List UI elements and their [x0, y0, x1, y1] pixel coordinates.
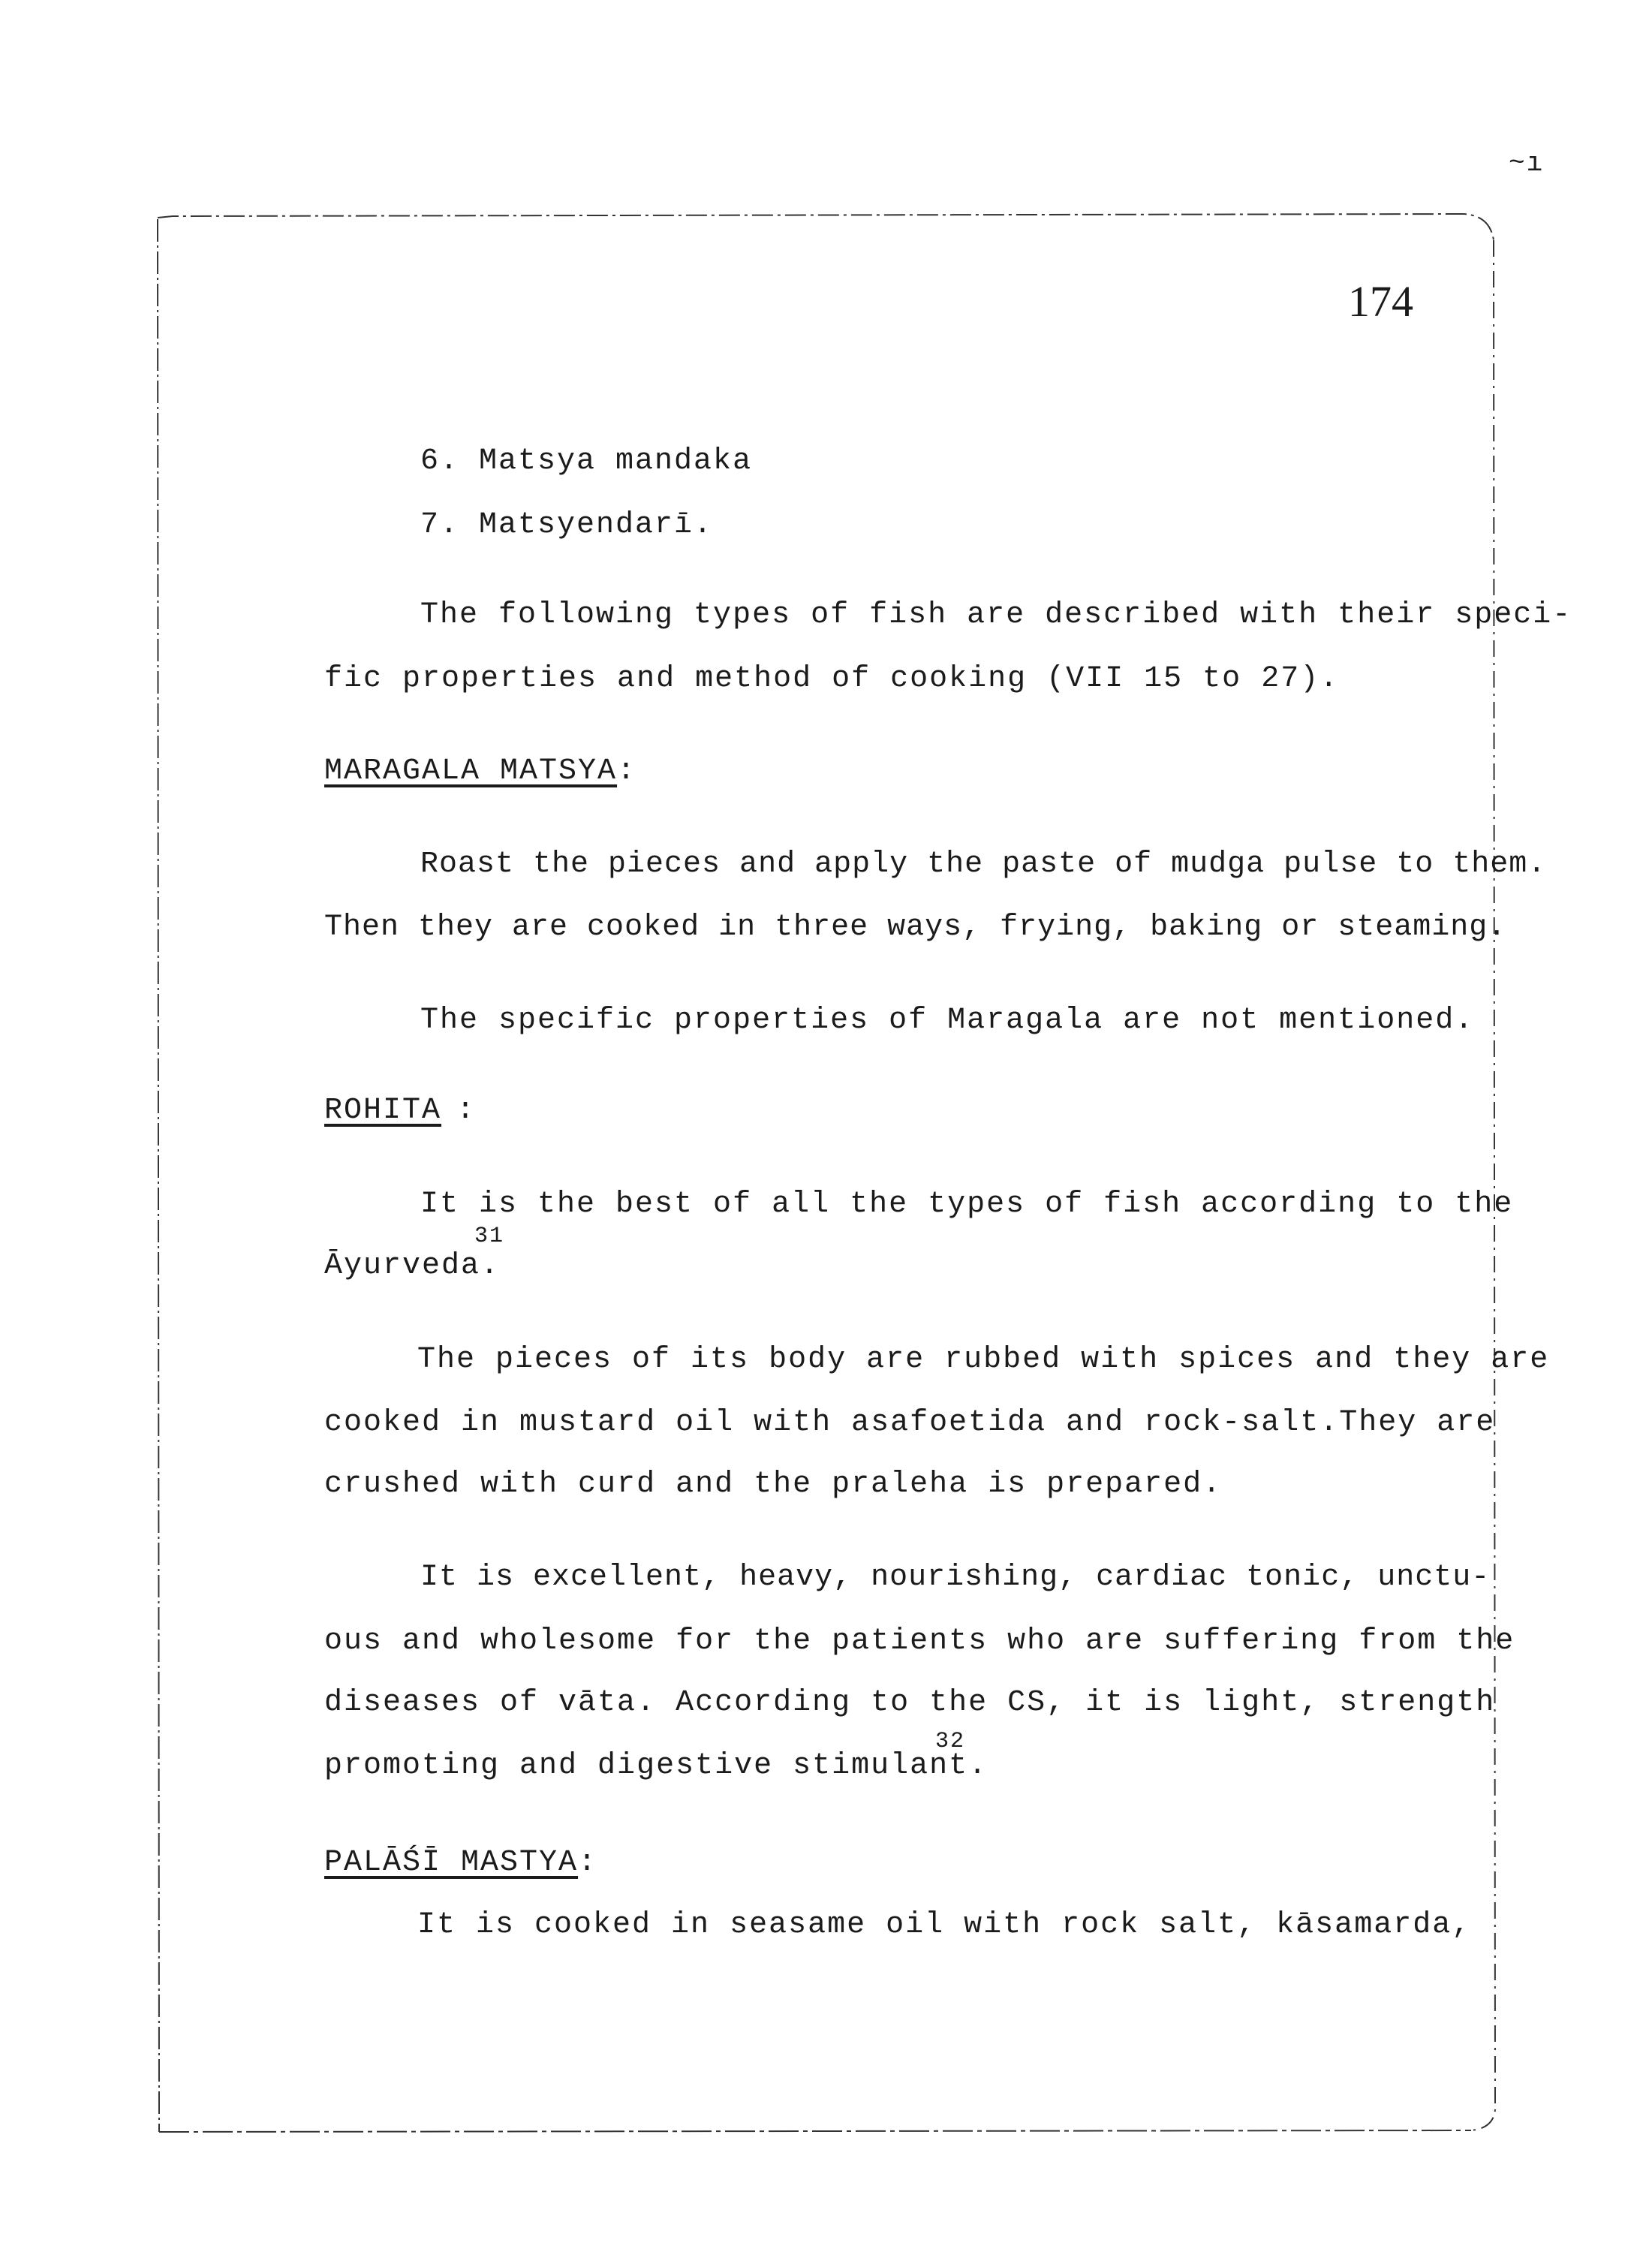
- body-text: diseases of vāta. According to the CS, it is light, strength: [324, 1686, 1496, 1720]
- margin-mark: ~ı: [1509, 148, 1545, 179]
- body-text: Roast the pieces and apply the paste of mudga pulse to them.: [420, 848, 1547, 881]
- footnote-marker: 31: [474, 1224, 505, 1249]
- heading-text: ROHITA: [324, 1094, 442, 1128]
- heading-colon: :: [578, 1846, 598, 1880]
- body-text: The specific properties of Maragala are not mentioned.: [420, 1004, 1475, 1037]
- body-text: The following types of fish are described with their speci-: [420, 598, 1572, 632]
- footnote-marker: 32: [935, 1729, 966, 1754]
- body-text: It is the best of all the types of fish according to the: [420, 1188, 1514, 1221]
- heading-text: MARAGALA MATSYA: [324, 754, 618, 788]
- list-item: 6. Matsya mandaka: [420, 444, 753, 478]
- heading-text: PALĀŚĪ MASTYA: [324, 1846, 579, 1880]
- body-text: promoting and digestive stimulant.: [324, 1749, 988, 1783]
- body-text: The pieces of its body are rubbed with spices and they are: [417, 1343, 1550, 1377]
- body-text: It is cooked in seasame oil with rock salt, kāsamarda,: [417, 1908, 1472, 1942]
- body-text: It is excellent, heavy, nourishing, cardiac tonic, unctu-: [420, 1561, 1491, 1594]
- body-text: Āyurveda.: [324, 1249, 501, 1283]
- heading-colon: :: [456, 1094, 477, 1128]
- body-text: Then they are cooked in three ways, frying, baking or steaming.: [324, 911, 1507, 944]
- body-text: ous and wholesome for the patients who are suffering from the: [324, 1624, 1515, 1658]
- page-number: 174: [1348, 277, 1413, 326]
- heading-colon: :: [617, 754, 637, 788]
- body-text: fic properties and method of cooking (VII 15 to 27).: [324, 662, 1340, 696]
- body-text: crushed with curd and the praleha is prepared.: [324, 1468, 1223, 1501]
- list-item: 7. Matsyendarī.: [420, 508, 714, 542]
- body-text: cooked in mustard oil with asafoetida and rock-salt.They are: [324, 1406, 1496, 1440]
